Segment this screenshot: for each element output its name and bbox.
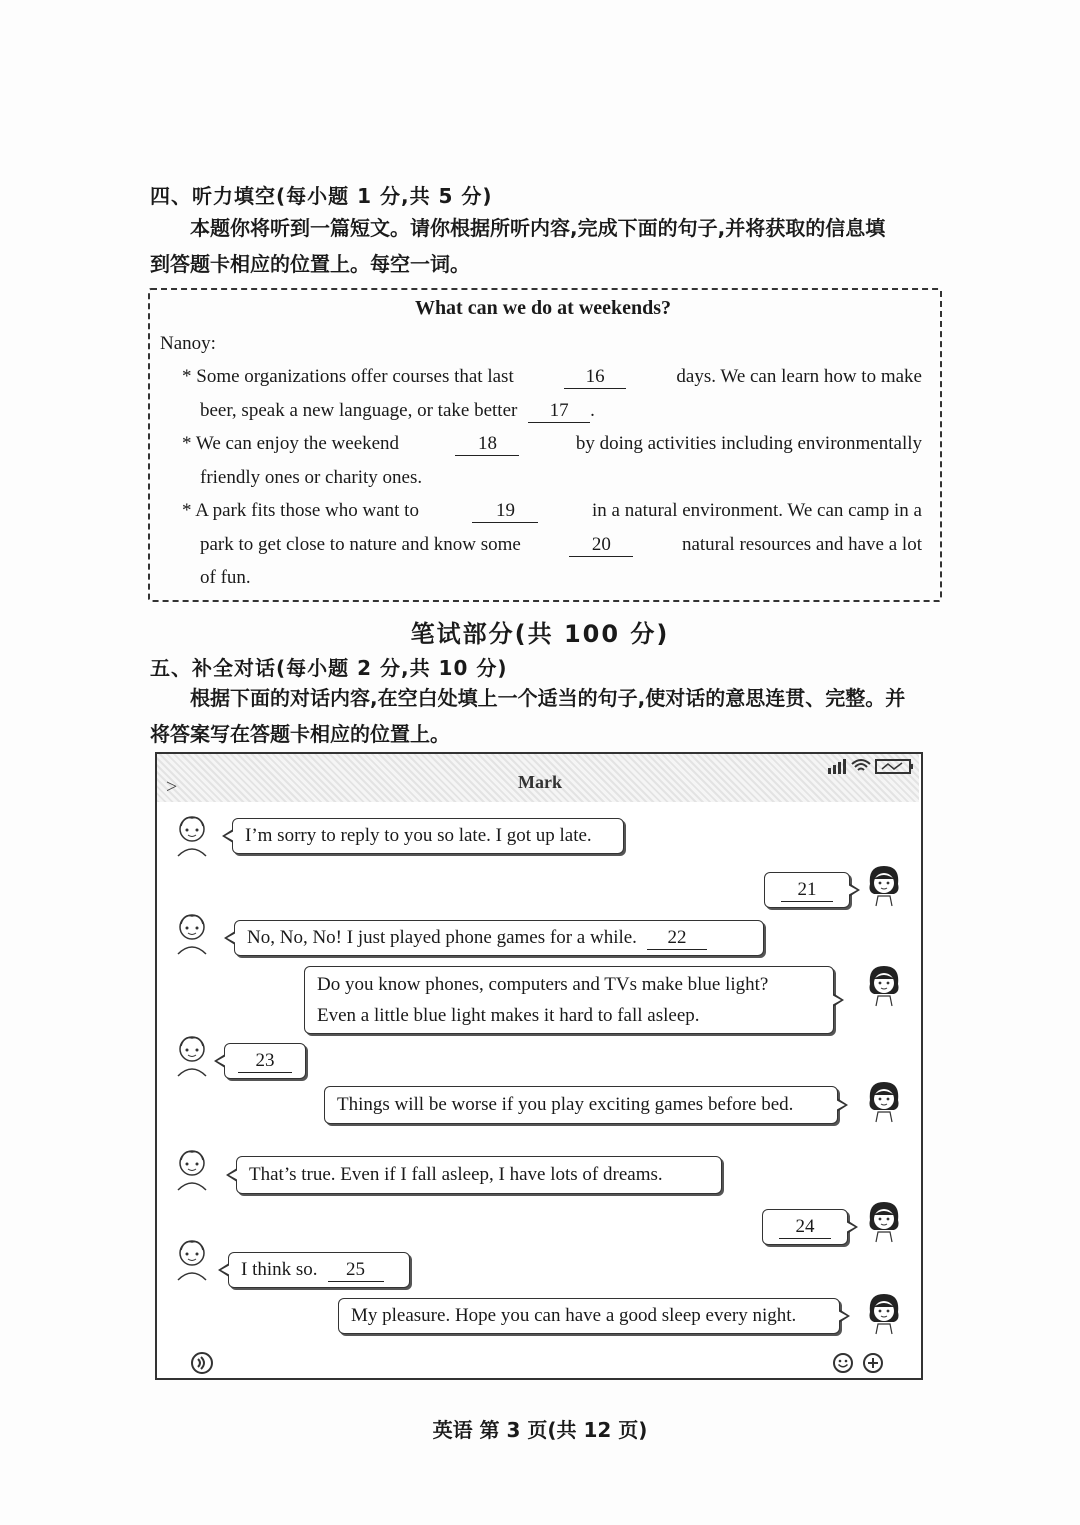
bullet-1-line-1 (182, 366, 922, 389)
bullet-1-text-a: * Some organizations offer courses that last (182, 366, 514, 387)
message-9 (228, 1252, 410, 1288)
section4-instruction-1: 本题你将听到一篇短文。请你根据所听内容,完成下面的句子,并将获取的信息填 (190, 216, 886, 240)
page-footer: 英语 第 3 页(共 12 页) (432, 1418, 648, 1442)
message-8 (762, 1209, 848, 1245)
girl-avatar-icon (864, 1078, 904, 1124)
section5-instruction-2: 将答案写在答题卡相应的位置上。 (150, 722, 450, 746)
signal-icon (828, 759, 846, 774)
chat-contact-name: Mark (518, 772, 562, 792)
message-2 (764, 872, 850, 908)
bullet-2-line-2: friendly ones or charity ones. (200, 467, 423, 488)
bullet-3-text-c: park to get close to nature and know some (200, 534, 521, 555)
bullet-3-line-3: of fun. (200, 567, 251, 588)
message-1 (232, 818, 624, 854)
blank-19: 19 (472, 500, 538, 523)
message-9-text: I think so. (241, 1259, 318, 1280)
bullet-3-line-1 (182, 500, 922, 523)
blank-22: 22 (647, 927, 707, 950)
message-7-text: That’s true. Even if I fall asleep, I have lots of dreams. (249, 1164, 663, 1185)
bullet-2-text-a: * We can enjoy the weekend (182, 433, 400, 454)
message-3-text: No, No, No! I just played phone games for a while. (247, 927, 637, 948)
written-part-title: 笔试部分(共 100 分) (410, 620, 670, 648)
mark-avatar-icon (172, 1146, 212, 1192)
message-6 (324, 1086, 838, 1124)
blank-16: 16 (564, 366, 626, 389)
mark-avatar-icon (172, 812, 212, 858)
girl-avatar-icon (864, 1198, 904, 1244)
bullet-3-line-2 (200, 534, 922, 557)
section4-heading: 四、听力填空(每小题 1 分,共 5 分) (150, 184, 493, 208)
bullet-1-text-d: . (590, 400, 595, 421)
message-4-line-1: Do you know phones, computers and TVs make blue light? (317, 974, 769, 995)
girl-avatar-icon (864, 1290, 904, 1336)
girl-avatar-icon (864, 962, 904, 1008)
mark-avatar-icon (172, 910, 212, 956)
blank-25: 25 (328, 1259, 384, 1282)
voice-icon[interactable] (190, 1351, 214, 1375)
bullet-3-text-d: natural resources and have a lot (681, 534, 922, 555)
blank-21: 21 (781, 879, 833, 902)
blank-23: 23 (238, 1050, 292, 1073)
message-4-line-2: Even a little blue light makes it hard to fall asleep. (317, 1005, 700, 1026)
back-icon[interactable]: > (166, 776, 178, 798)
section5-instruction-1: 根据下面的对话内容,在空白处填上一个适当的句子,使对话的意思连贯、完整。并 (190, 686, 906, 710)
message-3 (234, 920, 764, 956)
bullet-1-line-2 (200, 400, 595, 423)
battery-icon (876, 760, 913, 773)
message-4 (304, 966, 834, 1034)
mark-avatar-icon (172, 1236, 212, 1282)
emoji-icon[interactable] (832, 1352, 854, 1374)
section4-instruction-2: 到答题卡相应的位置上。每空一词。 (150, 252, 470, 276)
listening-box-title: What can we do at weekends? (414, 297, 672, 319)
message-10 (338, 1298, 840, 1334)
blank-18: 18 (455, 433, 519, 456)
bullet-3-text-a: * A park fits those who want to (182, 500, 419, 521)
wifi-icon (852, 760, 870, 770)
bullet-1-text-b: days. We can learn how to make (676, 366, 922, 387)
blank-20: 20 (569, 534, 633, 557)
mark-avatar-icon (172, 1032, 212, 1078)
bullet-2-text-b: by doing activities including environmentally (575, 433, 922, 454)
add-icon[interactable] (862, 1352, 884, 1374)
section5-heading: 五、补全对话(每小题 2 分,共 10 分) (150, 656, 508, 680)
girl-avatar-icon (864, 862, 904, 908)
blank-17: 17 (528, 400, 590, 423)
message-10-text: My pleasure. Hope you can have a good sleep every night. (351, 1305, 797, 1326)
message-6-text: Things will be worse if you play exciting games before bed. (337, 1094, 794, 1115)
status-bar-icons (826, 756, 916, 776)
message-7 (236, 1156, 722, 1194)
bullet-3-text-b: in a natural environment. We can camp in a (592, 500, 922, 521)
message-5 (224, 1043, 306, 1079)
message-1-text: I’m sorry to reply to you so late. I got up late. (245, 825, 592, 846)
speaker-label: Nanoy: (160, 333, 216, 354)
bullet-1-text-c: beer, speak a new language, or take better (200, 400, 518, 421)
bullet-2-line-1 (182, 433, 922, 456)
blank-24: 24 (779, 1216, 831, 1239)
